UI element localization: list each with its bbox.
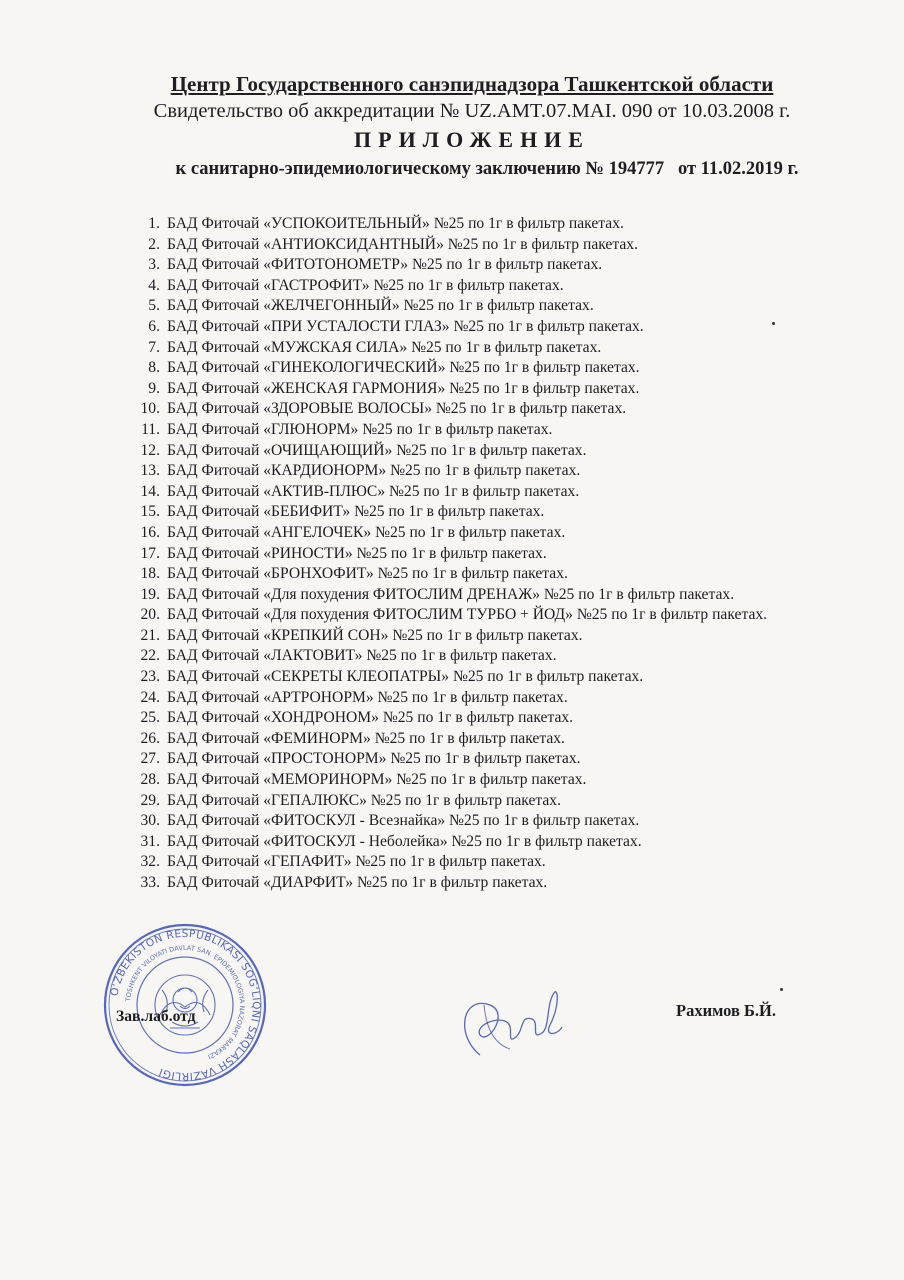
item-number: 27. bbox=[140, 750, 160, 768]
signature-mark bbox=[450, 975, 570, 1065]
item-text: БАД Фиточай «Для похудения ФИТОСЛИМ ТУРБО + ЙОД» №25 по 1г в фильтр пакетах. bbox=[167, 606, 768, 624]
list-item bbox=[114, 791, 767, 812]
list-item bbox=[114, 317, 767, 338]
list-item bbox=[114, 338, 767, 359]
item-text: БАД Фиточай «ГЕПАФИТ» №25 по 1г в фильтр пакетах. bbox=[167, 853, 546, 871]
item-text: БАД Фиточай «ЖЕНСКАЯ ГАРМОНИЯ» №25 по 1г в фильтр пакетах. bbox=[167, 379, 640, 397]
item-number: 13. bbox=[140, 462, 160, 480]
list-item bbox=[114, 585, 767, 606]
list-item bbox=[114, 729, 767, 750]
list-item bbox=[114, 646, 767, 667]
list-item bbox=[114, 502, 767, 523]
item-number: 23. bbox=[140, 668, 160, 686]
item-text: БАД Фиточай «ФИТОСКУЛ - Неболейка» №25 по 1г в фильтр пакетах. bbox=[167, 832, 642, 850]
list-item bbox=[114, 667, 767, 688]
item-text: БАД Фиточай «ГЛЮНОРМ» №25 по 1г в фильтр пакетах. bbox=[167, 420, 553, 438]
scan-speck bbox=[780, 988, 783, 991]
item-text: БАД Фиточай «СЕКРЕТЫ КЛЕОПАТРЫ» №25 по 1г в фильтр пакетах. bbox=[167, 668, 644, 686]
item-text: БАД Фиточай «ДИАРФИТ» №25 по 1г в фильтр пакетах. bbox=[167, 874, 548, 891]
item-text: БАД Фиточай «ОЧИЩАЮЩИЙ» №25 по 1г в фильтр пакетах. bbox=[167, 441, 587, 459]
item-number: 28. bbox=[140, 771, 160, 789]
list-item bbox=[114, 770, 767, 791]
item-number: 7. bbox=[148, 338, 160, 356]
list-item bbox=[114, 688, 767, 709]
item-number: 18. bbox=[140, 565, 160, 583]
item-text: БАД Фиточай «БЕБИФИТ» №25 по 1г в фильтр пакетах. bbox=[167, 503, 545, 521]
list-item bbox=[114, 708, 767, 729]
item-number: 26. bbox=[140, 729, 160, 747]
item-number: 19. bbox=[140, 585, 160, 603]
list-item bbox=[114, 296, 767, 317]
svg-text:TOSHKENT VILOYATI DAVLAT SAN. bbox=[124, 944, 246, 1061]
item-number: 17. bbox=[140, 544, 160, 562]
item-text: БАД Фиточай «АКТИВ-ПЛЮС» №25 по 1г в фильтр пакетах. bbox=[167, 482, 580, 500]
item-number: 4. bbox=[148, 276, 160, 294]
signer-name: Рахимов Б.Й. bbox=[676, 1001, 776, 1020]
list-item bbox=[114, 873, 767, 894]
item-number: 32. bbox=[140, 853, 160, 871]
conclusion-reference: к санитарно-эпидемиологическому заключению № 194777 от 11.02.2019 г. bbox=[175, 159, 799, 179]
item-number: 21. bbox=[140, 626, 160, 644]
item-text: БАД Фиточай «ХОНДРОНОМ» №25 по 1г в фильтр пакетах. bbox=[167, 709, 574, 727]
list-item bbox=[114, 832, 767, 853]
item-text: БАД Фиточай «ГИНЕКОЛОГИЧЕСКИЙ» №25 по 1г в фильтр пакетах. bbox=[167, 359, 640, 377]
item-number: 5. bbox=[148, 297, 160, 315]
item-text: БАД Фиточай «ЗДОРОВЫЕ ВОЛОСЫ» №25 по 1г в фильтр пакетах. bbox=[167, 400, 627, 418]
item-number: 16. bbox=[140, 523, 160, 541]
list-item bbox=[114, 626, 767, 647]
item-number: 10. bbox=[140, 400, 160, 418]
item-text: БАД Фиточай «ФИТОТОНОМЕТР» №25 по 1г в фильтр пакетах. bbox=[167, 256, 603, 274]
item-text: БАД Фиточай «БРОНХОФИТ» №25 по 1г в фильтр пакетах. bbox=[167, 565, 568, 583]
item-text: БАД Фиточай «ЛАКТОВИТ» №25 по 1г в фильтр пакетах. bbox=[167, 647, 557, 665]
item-number: 29. bbox=[140, 791, 160, 809]
list-item bbox=[114, 276, 767, 297]
item-text: БАД Фиточай «ГАСТРОФИТ» №25 по 1г в фильтр пакетах. bbox=[167, 276, 564, 294]
list-item bbox=[114, 441, 767, 462]
item-text: БАД Фиточай «МУЖСКАЯ СИЛА» №25 по 1г в фильтр пакетах. bbox=[167, 338, 602, 356]
seal-inner-text: TOSHKENT VILOYATI DAVLAT SAN. EPIDEMIOLOGIYA NAZORAT MARKAZI bbox=[124, 943, 247, 1061]
list-item bbox=[114, 399, 767, 420]
item-number: 8. bbox=[148, 359, 160, 377]
item-number: 22. bbox=[140, 647, 160, 665]
list-item bbox=[114, 564, 767, 585]
item-number: 12. bbox=[140, 441, 160, 459]
list-item bbox=[114, 235, 767, 256]
item-text: БАД Фиточай «МЕМОРИНОРМ» №25 по 1г в фильтр пакетах. bbox=[167, 771, 587, 789]
list-item bbox=[114, 255, 767, 276]
list-item bbox=[114, 214, 767, 235]
item-number: 33. bbox=[140, 874, 160, 891]
item-number: 2. bbox=[148, 235, 160, 253]
item-text: БАД Фиточай «КАРДИОНОРМ» №25 по 1г в фильтр пакетах. bbox=[167, 462, 581, 480]
item-number: 25. bbox=[140, 709, 160, 727]
item-number: 20. bbox=[140, 606, 160, 624]
list-item bbox=[114, 358, 767, 379]
list-item bbox=[114, 749, 767, 770]
item-number: 14. bbox=[140, 482, 160, 500]
item-number: 24. bbox=[140, 688, 160, 706]
item-number: 11. bbox=[141, 420, 160, 438]
item-text: БАД Фиточай «ЖЕЛЧЕГОННЫЙ» №25 по 1г в фильтр пакетах. bbox=[167, 297, 594, 315]
scan-speck bbox=[772, 322, 775, 325]
item-text: БАД Фиточай «АНГЕЛОЧЕК» №25 по 1г в фильтр пакетах. bbox=[167, 523, 566, 541]
organization-title: Центр Государственного санэпиднадзора Ташкентской области bbox=[170, 72, 774, 96]
lab-head-label: Зав.лаб.отд bbox=[116, 1008, 196, 1025]
item-number: 3. bbox=[148, 256, 160, 274]
list-item bbox=[114, 420, 767, 441]
document-header bbox=[0, 70, 904, 183]
list-item bbox=[114, 482, 767, 503]
item-number: 30. bbox=[140, 812, 160, 830]
item-number: 6. bbox=[148, 317, 160, 335]
item-text: БАД Фиточай «ПРИ УСТАЛОСТИ ГЛАЗ» №25 по 1г в фильтр пакетах. bbox=[167, 317, 644, 335]
list-item bbox=[114, 605, 767, 626]
list-item bbox=[114, 544, 767, 565]
item-number: 15. bbox=[140, 503, 160, 521]
item-text: БАД Фиточай «АРТРОНОРМ» №25 по 1г в фильтр пакетах. bbox=[167, 688, 568, 706]
official-seal bbox=[100, 920, 270, 1090]
item-text: БАД Фиточай «ФИТОСКУЛ - Всезнайка» №25 по 1г в фильтр пакетах. bbox=[167, 812, 640, 830]
item-text: БАД Фиточай «ПРОСТОНОРМ» №25 по 1г в фильтр пакетах. bbox=[167, 750, 581, 768]
item-number: 1. bbox=[148, 215, 160, 232]
list-item bbox=[114, 852, 767, 873]
item-text: БАД Фиточай «ГЕПАЛЮКС» №25 по 1г в фильтр пакетах. bbox=[167, 791, 562, 809]
accreditation-line: Свидетельство об аккредитации № UZ.AMT.07.MAI. 090 от 10.03.2008 г. bbox=[153, 100, 791, 122]
list-item bbox=[114, 811, 767, 832]
list-item bbox=[114, 523, 767, 544]
item-number: 9. bbox=[148, 379, 160, 397]
item-text: БАД Фиточай «Для похудения ФИТОСЛИМ ДРЕНАЖ» №25 по 1г в фильтр пакетах. bbox=[167, 585, 735, 603]
item-text: БАД Фиточай «КРЕПКИЙ СОН» №25 по 1г в фильтр пакетах. bbox=[167, 626, 583, 644]
list-item bbox=[114, 461, 767, 482]
item-text: БАД Фиточай «РИНОСТИ» №25 по 1г в фильтр пакетах. bbox=[167, 544, 547, 562]
appendix-title: ПРИЛОЖЕНИЕ bbox=[354, 127, 590, 152]
list-item bbox=[114, 379, 767, 400]
item-text: БАД Фиточай «УСПОКОИТЕЛЬНЫЙ» №25 по 1г в фильтр пакетах. bbox=[167, 215, 624, 232]
item-number: 31. bbox=[140, 832, 160, 850]
item-text: БАД Фиточай «ФЕМИНОРМ» №25 по 1г в фильтр пакетах. bbox=[167, 729, 565, 747]
product-list bbox=[114, 214, 767, 894]
seal-outer-text: OʻZBEKISTON RESPUBLIKASI SOGʻLIQNI SAQLASH VAZIRLIGI bbox=[108, 927, 263, 1083]
item-text: БАД Фиточай «АНТИОКСИДАНТНЫЙ» №25 по 1г в фильтр пакетах. bbox=[167, 235, 638, 253]
